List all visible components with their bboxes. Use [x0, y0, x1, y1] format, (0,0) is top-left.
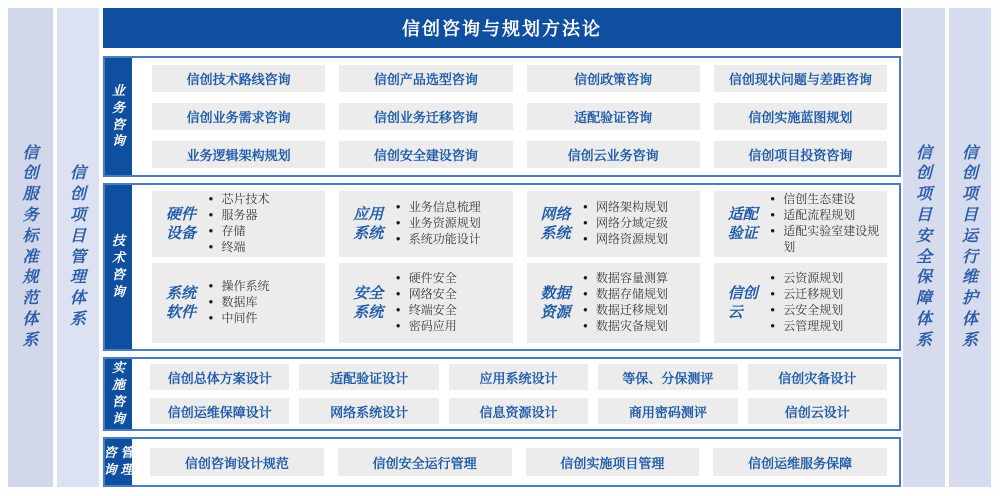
section-consulting-management [103, 437, 901, 487]
item-box: 信创实施项目管理 [526, 448, 700, 476]
item-box: 信创咨询设计规范 [150, 448, 324, 476]
section-implementation-grid [132, 359, 899, 429]
card-system-software [152, 263, 325, 343]
title-bar [103, 8, 901, 48]
item-box: 信创运维服务保障 [713, 448, 887, 476]
card-bullet-list [583, 200, 668, 248]
section-business-grid [132, 58, 899, 175]
card-heading: 信创云 [727, 284, 758, 321]
bullet-item: ● 中间件 [209, 311, 270, 327]
card-heading: 网络系统 [540, 205, 571, 242]
card-bullet-list [396, 271, 457, 335]
section-business-consulting [103, 56, 901, 177]
card-heading: 硬件设备 [166, 205, 197, 242]
bullet-item: ● 网络分域定级 [583, 216, 668, 232]
card-xinchuang-cloud [714, 263, 887, 343]
sidebar-standards-label: 信创服务标准规范体系 [22, 144, 39, 349]
page-title: 信创咨询与规划方法论 [402, 19, 602, 39]
sidebar-security-assurance-system [903, 8, 945, 487]
card-bullet-list [209, 279, 270, 327]
sidebar-security-assurance-label: 信创项目安全保障体系 [915, 144, 932, 349]
item-box: 信创项目投资咨询 [714, 141, 887, 168]
bullet-item: ● 网络安全 [396, 287, 457, 303]
bullet-item: ● 业务资源规划 [396, 216, 481, 232]
section-implementation-label-block [105, 359, 132, 429]
bullet-item: ● 数据灾备规划 [583, 319, 668, 335]
card-heading: 数据资源 [540, 284, 571, 321]
card-bullet-list [770, 271, 843, 335]
item-box: 商用密码测评 [598, 398, 737, 424]
bullet-item: ● 数据存储规划 [583, 287, 668, 303]
bullet-item: ● 服务器 [209, 208, 270, 224]
card-heading: 适配验证 [727, 205, 758, 242]
item-box: 应用系统设计 [449, 364, 588, 390]
card-heading: 安全系统 [353, 284, 384, 321]
bullet-item: ● 芯片技术 [209, 192, 270, 208]
sidebar-project-management-label: 信创项目管理体系 [69, 165, 86, 328]
item-box: 信创总体方案设计 [150, 364, 289, 390]
card-network-system [527, 191, 700, 257]
section-technical-grid [132, 185, 899, 349]
card-bullet-list [583, 271, 668, 335]
bullet-item: ● 终端安全 [396, 303, 457, 319]
card-hardware-equipment [152, 191, 325, 257]
section-management-label-block [105, 439, 132, 485]
bullet-item: ● 适配实验室建设规划 [770, 224, 881, 256]
section-management-label-col1: 咨询 [103, 445, 117, 477]
item-box: 信创技术路线咨询 [152, 65, 325, 92]
card-heading: 系统软件 [166, 284, 197, 321]
item-box: 适配验证咨询 [527, 103, 700, 130]
section-technical-label: 技术咨询 [111, 233, 125, 299]
bullet-item: ● 云安全规划 [770, 303, 843, 319]
section-business-label-block [105, 58, 132, 175]
item-box: 信息资源设计 [449, 398, 588, 424]
bullet-item: ● 云迁移规划 [770, 287, 843, 303]
item-box: 信创安全建设咨询 [339, 141, 512, 168]
section-business-label: 业务咨询 [111, 82, 125, 149]
bullet-item: ● 网络架构规划 [583, 200, 668, 216]
card-security-system [339, 263, 512, 343]
bullet-item: ● 密码应用 [396, 319, 457, 335]
item-box: 适配验证设计 [299, 364, 438, 390]
item-box: 信创安全运行管理 [338, 448, 512, 476]
bullet-item: ● 数据迁移规划 [583, 303, 668, 319]
section-management-grid [132, 439, 899, 485]
item-box: 信创灾备设计 [748, 364, 887, 390]
section-technical-consulting [103, 183, 901, 351]
bullet-item: ● 业务信息梳理 [396, 200, 481, 216]
item-box: 信创业务迁移咨询 [339, 103, 512, 130]
bullet-item: ● 云资源规划 [770, 271, 843, 287]
item-box: 信创政策咨询 [527, 65, 700, 92]
item-box: 信创云业务咨询 [527, 141, 700, 168]
sidebar-project-management-system [57, 8, 99, 487]
sidebar-operation-maintenance-system [949, 8, 991, 487]
sidebar-operation-maintenance-label: 信创项目运行维护体系 [961, 144, 978, 349]
card-heading: 应用系统 [353, 205, 384, 242]
section-technical-label-block [105, 185, 132, 349]
bullet-item: ● 云管理规划 [770, 319, 843, 335]
section-management-label-col2: 管理 [120, 445, 134, 477]
item-box: 信创运维保障设计 [150, 398, 289, 424]
item-box: 等保、分保测评 [598, 364, 737, 390]
card-adaptation-verification [714, 191, 887, 257]
item-box: 业务逻辑架构规划 [152, 141, 325, 168]
item-box: 信创现状问题与差距咨询 [714, 65, 887, 92]
bullet-item: ● 终端 [209, 240, 270, 256]
main-content [103, 8, 901, 493]
card-data-resource [527, 263, 700, 343]
card-application-system [339, 191, 512, 257]
bullet-item: ● 系统功能设计 [396, 232, 481, 248]
bullet-item: ● 操作系统 [209, 279, 270, 295]
section-implementation-consulting [103, 357, 901, 431]
bullet-item: ● 数据容量测算 [583, 271, 668, 287]
card-bullet-list [770, 192, 881, 256]
item-box: 信创业务需求咨询 [152, 103, 325, 130]
sidebar-standards-system [8, 8, 53, 487]
item-box: 信创实施蓝图规划 [714, 103, 887, 130]
item-box: 信创产品选型咨询 [339, 65, 512, 92]
bullet-item: ● 适配流程规划 [770, 208, 881, 224]
item-box: 信创云设计 [748, 398, 887, 424]
bullet-item: ● 网络资源规划 [583, 232, 668, 248]
item-box: 网络系统设计 [299, 398, 438, 424]
bullet-item: ● 硬件安全 [396, 271, 457, 287]
bullet-item: ● 存储 [209, 224, 270, 240]
section-implementation-label: 实施咨询 [111, 360, 125, 426]
bullet-item: ● 信创生态建设 [770, 192, 881, 208]
card-bullet-list [209, 192, 270, 256]
bullet-item: ● 数据库 [209, 295, 270, 311]
card-bullet-list [396, 200, 481, 248]
